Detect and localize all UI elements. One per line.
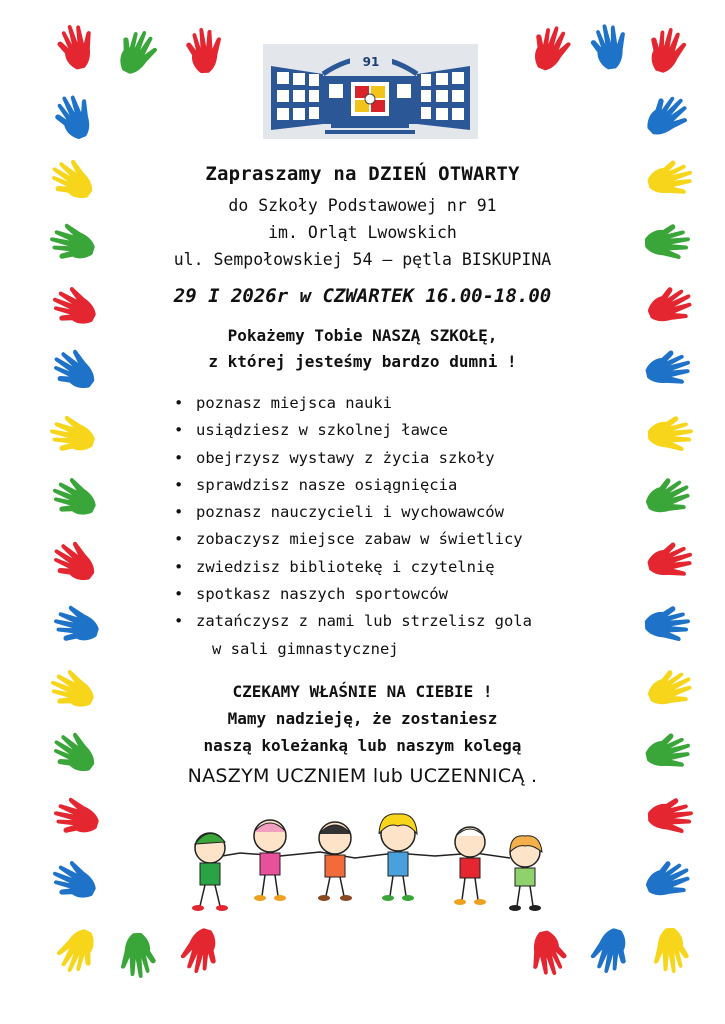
list-item: • sprawdzisz nasze osiągnięcia bbox=[174, 474, 532, 501]
handprint-icon bbox=[112, 930, 162, 980]
handprint-icon bbox=[50, 537, 100, 587]
school-logo bbox=[263, 44, 478, 139]
list-item: • poznasz miejsca nauki bbox=[174, 392, 532, 419]
activities-list bbox=[174, 392, 532, 665]
handprint-icon bbox=[522, 928, 572, 978]
child-icon bbox=[254, 820, 286, 901]
closing-line-2: Mamy nadzieję, że zostaniesz bbox=[227, 709, 498, 728]
child-icon bbox=[454, 827, 486, 905]
handprint-icon bbox=[48, 410, 98, 460]
children-holding-hands-illustration bbox=[180, 808, 565, 918]
handprint-icon bbox=[52, 22, 102, 72]
handprint-icon bbox=[50, 473, 100, 523]
handprint-icon bbox=[642, 92, 692, 142]
closing-line-3: naszą koleżanką lub naszym kolegą bbox=[203, 736, 522, 755]
handprint-icon bbox=[526, 24, 576, 74]
list-item: • zwiedzisz bibliotekę i czytelnię bbox=[174, 556, 532, 583]
handprint-icon bbox=[52, 600, 102, 650]
child-icon bbox=[509, 836, 542, 911]
handprint-icon bbox=[642, 26, 692, 76]
handprint-icon bbox=[645, 537, 695, 587]
handprint-icon bbox=[175, 925, 225, 975]
list-item-continuation: w sali gimnastycznej bbox=[212, 639, 399, 658]
school-address: ul. Sempołowskiej 54 – pętla BISKUPINA bbox=[173, 250, 552, 269]
handprint-icon bbox=[645, 925, 695, 975]
handprint-icon bbox=[643, 473, 693, 523]
list-item: • zatańczysz z nami lub strzelisz gola bbox=[174, 610, 532, 637]
school-name: do Szkoły Podstawowej nr 91 bbox=[228, 196, 497, 215]
child-icon bbox=[379, 814, 417, 901]
list-item: • obejrzysz wystawy z życia szkoły bbox=[174, 447, 532, 474]
handprint-icon bbox=[585, 925, 635, 975]
handprint-icon bbox=[585, 22, 635, 72]
handprint-icon bbox=[50, 856, 100, 906]
handprint-icon bbox=[112, 28, 162, 78]
handprint-icon bbox=[643, 856, 693, 906]
handprint-icon bbox=[645, 792, 695, 842]
handprint-icon bbox=[642, 600, 692, 650]
event-date: 29 I 2026r w CZWARTEK 16.00-18.00 bbox=[173, 285, 552, 307]
handprint-icon bbox=[50, 92, 100, 142]
school-number: 91 bbox=[362, 55, 380, 69]
child-icon bbox=[192, 833, 228, 911]
closing-line-4: NASZYM UCZNIEM lub UCZENNICĄ . bbox=[187, 765, 538, 787]
school-patron: im. Orląt Lwowskich bbox=[268, 223, 457, 242]
intro-line-1: Pokażemy Tobie NASZĄ SZKOŁĘ, bbox=[227, 326, 498, 345]
handprint-icon bbox=[180, 26, 230, 76]
intro-line-2: z której jesteśmy bardzo dumni ! bbox=[208, 352, 517, 371]
page-title: Zapraszamy na DZIEŃ OTWARTY bbox=[205, 163, 520, 185]
list-item: • usiądziesz w szkolnej ławce bbox=[174, 419, 532, 446]
list-item: • spotkasz naszych sportowców bbox=[174, 583, 532, 610]
handprint-icon bbox=[52, 925, 102, 975]
list-item: • poznasz nauczycieli i wychowawców bbox=[174, 501, 532, 528]
handprint-icon bbox=[645, 410, 695, 460]
list-item: • zobaczysz miejsce zabaw w świetlicy bbox=[174, 528, 532, 555]
handprint-icon bbox=[52, 792, 102, 842]
closing-line-1: CZEKAMY WŁAŚNIE NA CIEBIE ! bbox=[232, 682, 493, 701]
child-icon bbox=[318, 822, 352, 901]
